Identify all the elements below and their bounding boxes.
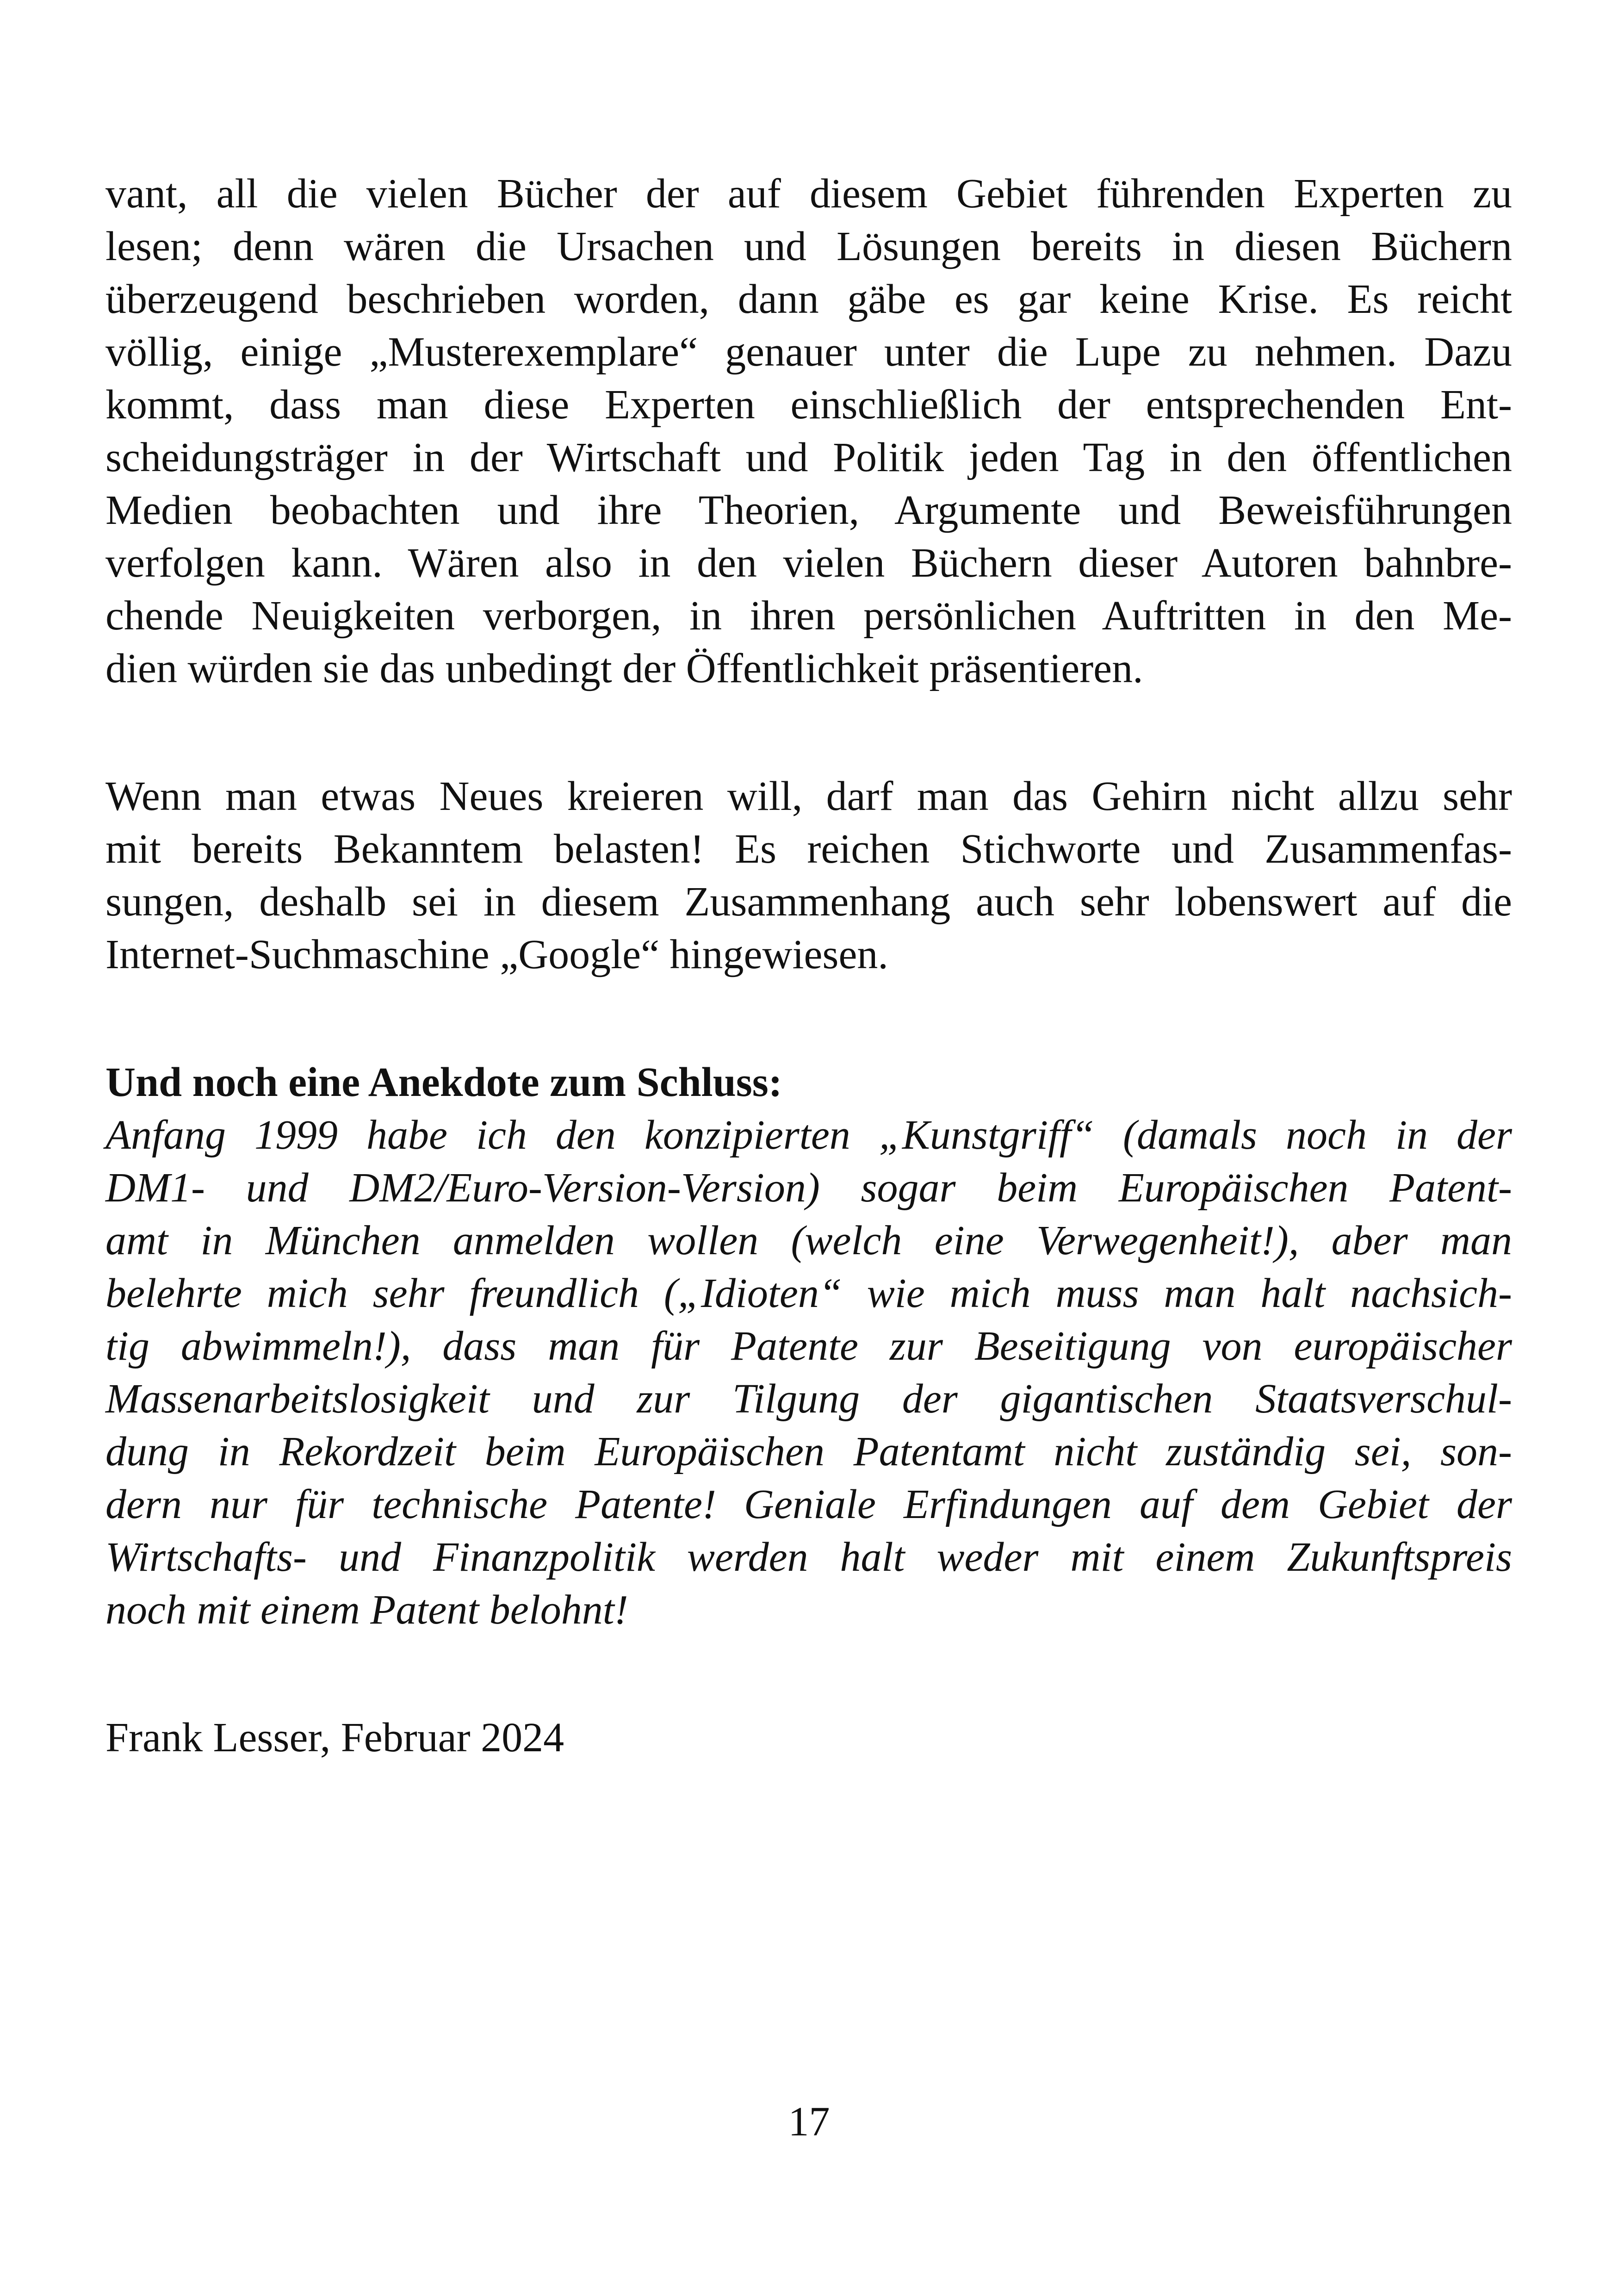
document-page <box>105 168 1512 1764</box>
text-line: dern nur für technische Patente! Geniale Erfindungen auf dem Gebiet der <box>105 1481 1512 1527</box>
text-line: mit bereits Bekanntem belasten! Es reichen Stichworte und Zusammenfas- <box>105 826 1512 872</box>
text-line: Wirtschafts- und Finanzpolitik werden halt weder mit einem Zukunftspreis <box>105 1534 1512 1580</box>
text-line: verfolgen kann. Wären also in den vielen Büchern dieser Autoren bahnbre- <box>105 540 1512 586</box>
text-line: Massenarbeitslosigkeit und zur Tilgung der gigantischen Staatsverschul- <box>105 1376 1512 1422</box>
text-line: belehrte mich sehr freundlich („Idioten“ wie mich muss man halt nachsich- <box>105 1270 1512 1316</box>
author-signature: Frank Lesser, Februar 2024 <box>105 1715 564 1761</box>
text-line: überzeugend beschrieben worden, dann gäbe es gar keine Krise. Es reicht <box>105 276 1512 322</box>
text-line: chende Neuigkeiten verborgen, in ihren persönlichen Auftritten in den Me- <box>105 593 1512 639</box>
text-line: dien würden sie das unbedingt der Öffentlichkeit präsentieren. <box>105 646 1143 691</box>
paragraph-spacer <box>105 695 1512 770</box>
text-line: scheidungsträger in der Wirtschaft und Politik jeden Tag in den öffentlichen <box>105 435 1512 480</box>
text-line: lesen; denn wären die Ursachen und Lösungen bereits in diesen Büchern <box>105 224 1512 269</box>
paragraph-2 <box>105 770 1512 981</box>
paragraph-spacer <box>105 1636 1512 1711</box>
signature-block <box>105 1711 1512 1764</box>
text-line: kommt, dass man diese Experten einschließlich der entsprechenden Ent- <box>105 382 1512 428</box>
paragraph-1 <box>105 168 1512 695</box>
text-line: noch mit einem Patent belohnt! <box>105 1587 628 1633</box>
text-line: dung in Rekordzeit beim Europäischen Patentamt nicht zuständig sei, son- <box>105 1429 1512 1475</box>
text-line: Wenn man etwas Neues kreieren will, darf man das Gehirn nicht allzu sehr <box>105 773 1512 819</box>
text-line: Medien beobachten und ihre Theorien, Argumente und Beweisführungen <box>105 487 1512 533</box>
paragraph-spacer <box>105 981 1512 1056</box>
text-line: völlig, einige „Musterexemplare“ genauer unter die Lupe zu nehmen. Dazu <box>105 329 1512 375</box>
text-line: Internet-Suchmaschine „Google“ hingewiesen. <box>105 932 888 977</box>
text-line: amt in München anmelden wollen (welch eine Verwegenheit!), aber man <box>105 1218 1512 1263</box>
text-line: Anfang 1999 habe ich den konzipierten „Kunstgriff“ (damals noch in der <box>105 1112 1512 1158</box>
text-line: sungen, deshalb sei in diesem Zusammenhang auch sehr lobenswert auf die <box>105 879 1512 925</box>
text-line: DM1- und DM2/Euro-Version-Version) sogar beim Europäischen Patent- <box>105 1165 1512 1211</box>
page-number: 17 <box>788 2099 830 2145</box>
text-line: tig abwimmeln!), dass man für Patente zur Beseitigung von europäischer <box>105 1323 1512 1369</box>
anecdote-paragraph <box>105 1109 1512 1636</box>
section-heading: Und noch eine Anekdote zum Schluss: <box>105 1059 782 1105</box>
text-line: vant, all die vielen Bücher der auf diesem Gebiet führenden Experten zu <box>105 171 1512 217</box>
